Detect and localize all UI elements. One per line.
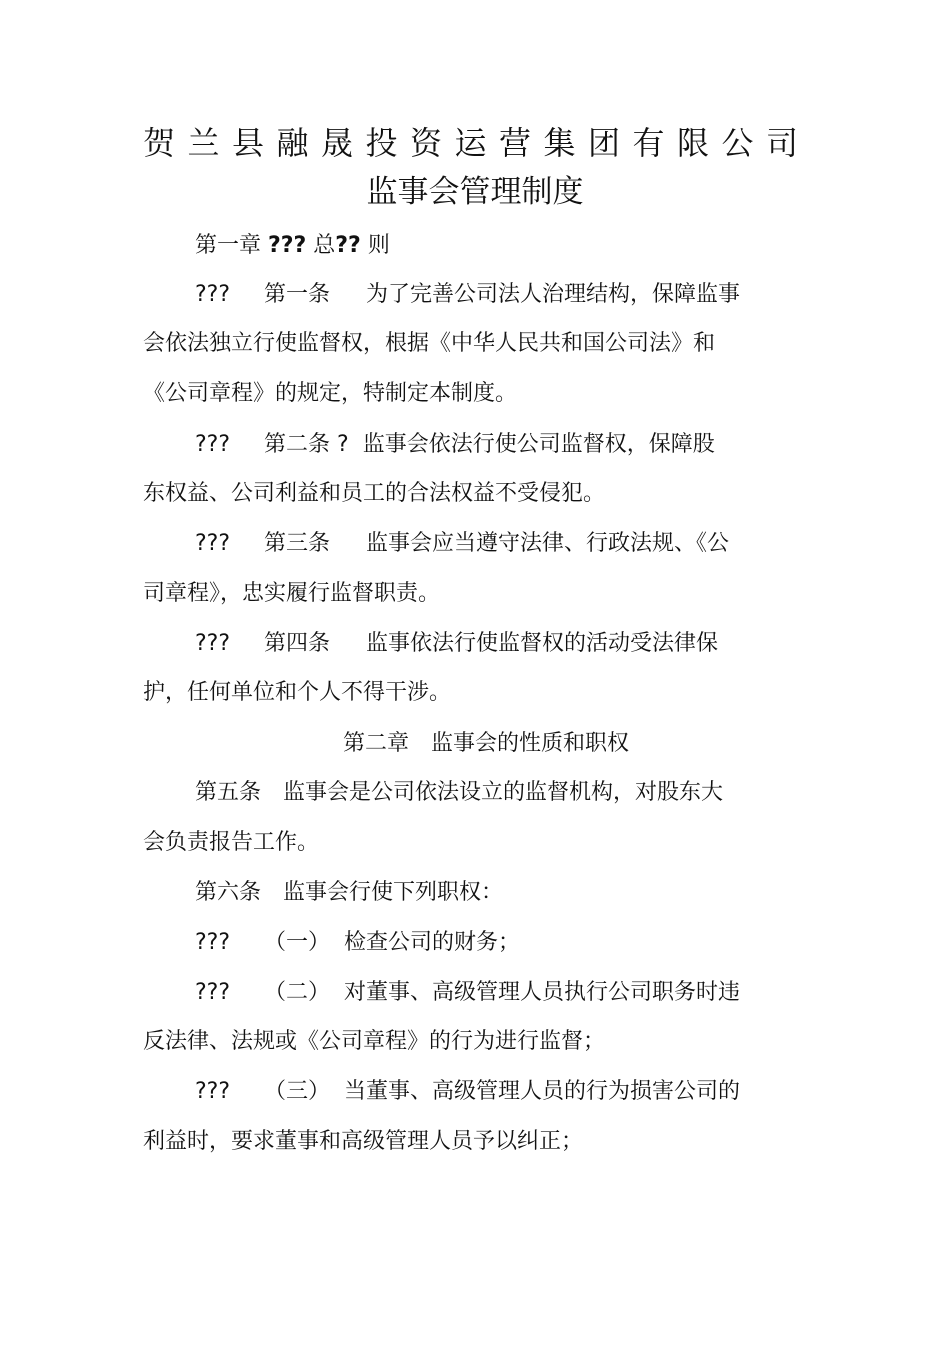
article3-label: 第三条 [264, 531, 331, 556]
article4-text1: 监事依法行使监督权的活动受法律保 [366, 631, 719, 656]
item2-marker: ??? [195, 980, 231, 1005]
article4-marker: ??? [195, 631, 231, 656]
article2-text1: 监事会依法行使公司监督权，保障股 [362, 432, 715, 457]
article3-line2: 司章程》，忠实履行监督职责。 [143, 581, 441, 606]
chapter1-heading [195, 231, 390, 261]
article3-marker: ??? [195, 531, 231, 556]
item3-label: （三） [264, 1079, 331, 1104]
article4-line2: 护，任何单位和个人不得干涉。 [143, 680, 452, 705]
item2-text1: 对董事、高级管理人员执行公司职务时违 [344, 980, 741, 1005]
article1-line3: 《公司章程》的规定，特制定本制度。 [143, 381, 518, 406]
item1-label: （一） [264, 930, 331, 955]
article3-text1: 监事会应当遵守法律、行政法规、《公 [366, 531, 730, 556]
item3-text1: 当董事、高级管理人员的行为损害公司的 [344, 1079, 741, 1104]
article5-line2: 会负责报告工作。 [143, 830, 320, 855]
article1-line1 [195, 280, 740, 310]
chapter1-part1: 第一章 [195, 233, 268, 258]
chapter1-part4: ?? [335, 233, 361, 258]
article2-marker: ??? [195, 432, 231, 457]
article1-text1: 为了完善公司法人治理结构，保障监事 [366, 282, 741, 307]
chapter2-heading: 第二章 监事会的性质和职权 [343, 731, 630, 756]
item3-line2: 利益时，要求董事和高级管理人员予以纠正； [143, 1129, 584, 1154]
article1-marker: ??? [195, 282, 231, 307]
article1-label: 第一条 [264, 282, 331, 307]
chapter1-part2: ??? [268, 233, 307, 258]
chapter1-part3: 总 [306, 233, 336, 258]
item1-marker: ??? [195, 930, 231, 955]
item3-marker: ??? [195, 1079, 231, 1104]
document-title-line2: 监事会管理制度 [366, 174, 584, 210]
article2-label: 第二条 ? [264, 432, 349, 457]
article5-line1: 第五条 监事会是公司依法设立的监督机构，对股东大 [195, 780, 724, 805]
article2-line2: 东权益、公司利益和员工的合法权益不受侵犯。 [143, 481, 606, 506]
article3-line1 [195, 529, 729, 559]
article4-line1 [195, 629, 718, 659]
item2-line2: 反法律、法规或《公司章程》的行为进行监督； [143, 1029, 606, 1054]
item2-line1 [195, 978, 740, 1008]
chapter1-part5: 则 [360, 233, 390, 258]
item1-text1: 检查公司的财务； [344, 930, 521, 955]
item1-line1 [195, 928, 520, 958]
article1-line2: 会依法独立行使监督权，根据《中华人民共和国公司法》和 [143, 331, 716, 356]
document-title-line1: 贺兰县融晟投资运营集团有限公司 [143, 124, 811, 162]
item2-label: （二） [264, 980, 331, 1005]
article4-label: 第四条 [264, 631, 331, 656]
article6-line1: 第六条 监事会行使下列职权： [195, 880, 504, 905]
article2-line1 [195, 430, 715, 460]
item3-line1 [195, 1077, 740, 1107]
